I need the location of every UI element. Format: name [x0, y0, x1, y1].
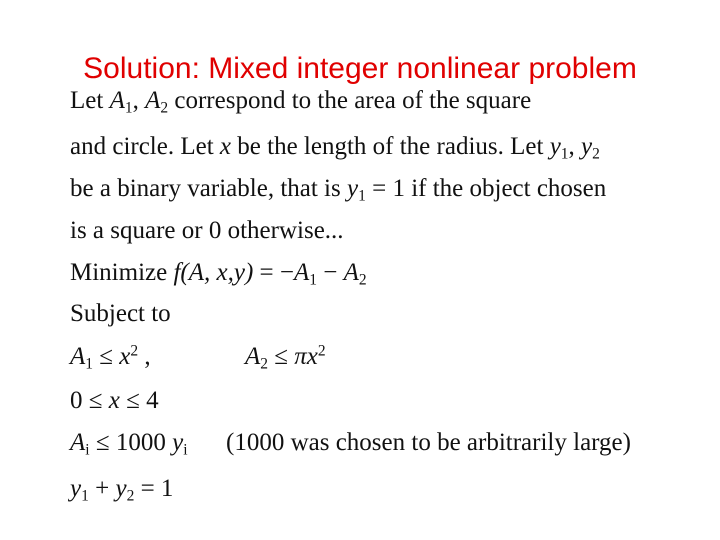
constraint-big-m-note: (1000 was chosen to be arbitrarily large)	[226, 429, 631, 456]
text-line-2: and circle. Let x be the length of the radius. Let $y_1$, $y_2$	[70, 133, 600, 163]
constraint-radius-bounds: 0 ≤ x ≤ 4	[70, 387, 159, 414]
constraint-area-square: $A_1 \le x^2$ ,	[70, 342, 151, 373]
text-line-4: is a square or 0 otherwise...	[70, 217, 344, 244]
constraint-area-circle: $A_2 \le \pi x^2$	[245, 342, 326, 373]
slide-title: Solution: Mixed integer nonlinear problem	[83, 52, 637, 85]
constraint-binary-sum: $y_1 + y_2 = 1$	[70, 475, 174, 505]
text-line-3: be a binary variable, that is $y_1 = 1$ if the object chosen	[70, 175, 607, 205]
text-line-1: Let $A_1$, $A_2$ correspond to the area of the square	[70, 87, 532, 117]
objective-line: Minimize f(A, $x,y) = -A_1 - A_2$	[70, 259, 367, 289]
subject-to-label: Subject to	[70, 300, 171, 327]
constraint-big-m: $A_i \le 1000$ $y_i$	[70, 429, 188, 459]
